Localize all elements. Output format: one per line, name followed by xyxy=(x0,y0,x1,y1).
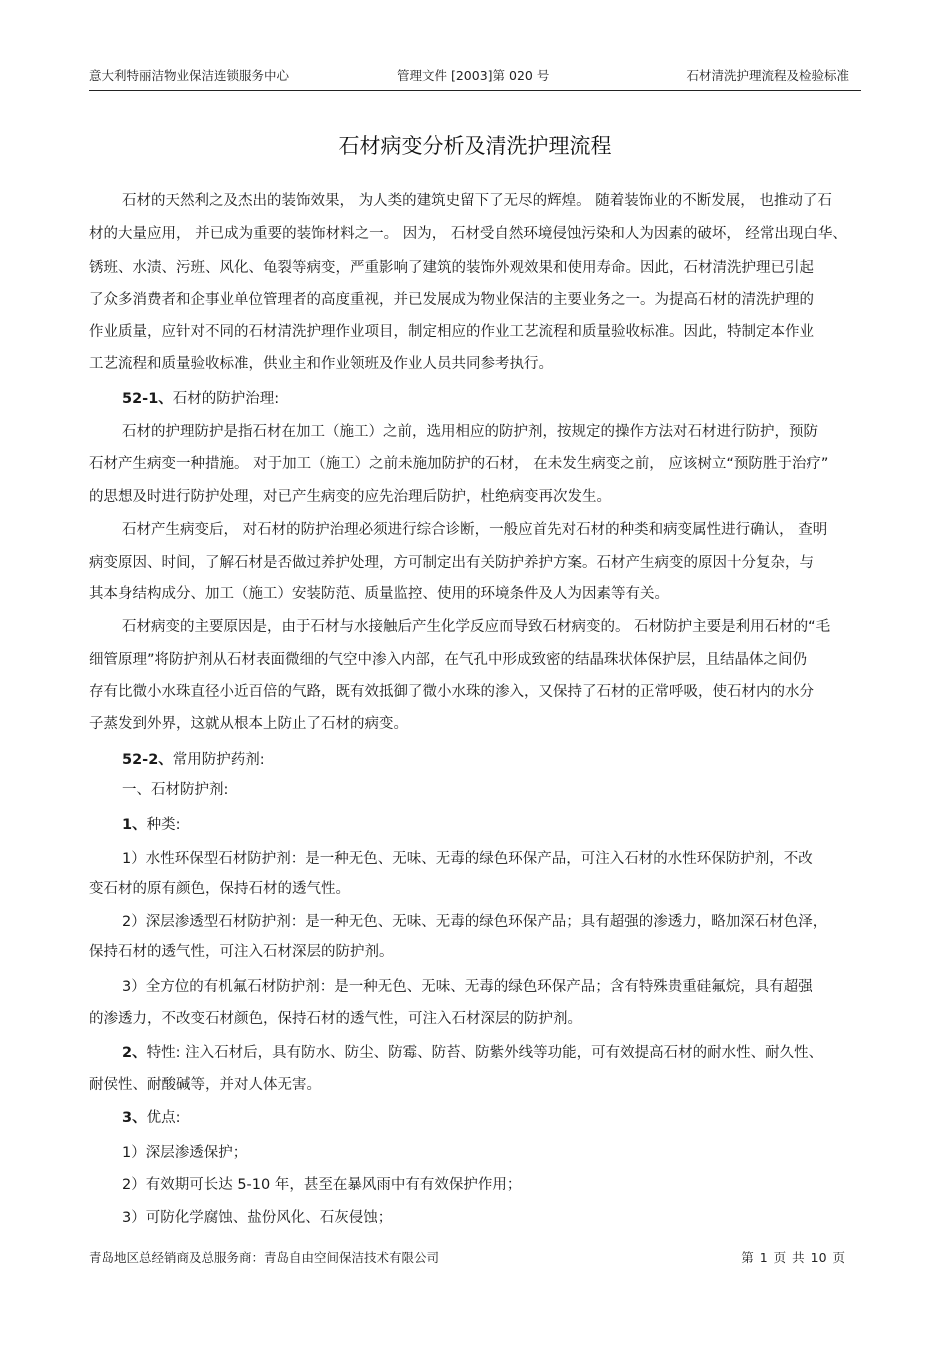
text-line xyxy=(89,551,814,572)
line-text: 细管原理”将防护剂从石材表面微细的气空中渗入内部，在气孔中形成致密的结晶珠状体保护层，且结晶体之间仍 xyxy=(89,652,808,668)
text-line xyxy=(89,940,394,961)
line-text: 了众多消费者和企事业单位管理者的高度重视，并已发展成为物业保洁的主要业务之一。为提高石材的清洗护理的 xyxy=(89,292,814,308)
line-text: 锈班、水渍、污班、风化、龟裂等病变，严重影响了建筑的装饰外观效果和使用寿命。因此，石材清洗护理已引起 xyxy=(89,260,814,276)
line-text: 一、石材防护剂: xyxy=(122,782,229,798)
text-line xyxy=(122,387,279,408)
header-document-title: 石材清洗护理流程及检验标准 xyxy=(686,68,849,83)
line-text: 作业质量，应针对不同的石材清洗护理作业项目，制定相应的作业工艺流程和质量验收标准。因此，特制定本作业 xyxy=(89,324,814,340)
line-text: 特性: 注入石材后，具有防水、防尘、防霉、防苔、防紫外线等功能，可有效提高石材的耐水性、耐久性、 xyxy=(146,1045,824,1061)
line-text: 常用防护药剂: xyxy=(172,752,265,768)
text-line xyxy=(89,222,847,243)
text-line xyxy=(89,352,553,373)
line-text: 的渗透力，不改变石材颜色，保持石材的透气性，可注入石材深层的防护剂。 xyxy=(89,1011,582,1027)
section-number: 1、 xyxy=(122,817,147,833)
section-number: 52-2、 xyxy=(122,752,173,768)
line-text: 病变原因、时间，了解石材是否做过养护处理，方可制定出有关防护养护方案。石材产生病变的原因十分复杂，与 xyxy=(89,555,814,571)
line-text: 子蒸发到外界，这就从根本上防止了石材的病变。 xyxy=(89,716,408,732)
text-line xyxy=(89,320,814,341)
text-line xyxy=(122,975,813,996)
section-number: 3、 xyxy=(122,1110,147,1126)
line-text: 材的大量应用， 并已成为重要的装饰材料之一。 因为， 石材受自然环境侵蚀污染和人为因素的破坏， 经常出现白华、 xyxy=(89,226,847,242)
text-line xyxy=(122,1173,521,1194)
line-text: 变石材的原有颜色，保持石材的透气性。 xyxy=(89,881,350,897)
page-title: 石材病变分析及清洗护理流程 xyxy=(338,134,612,158)
text-line xyxy=(89,1073,321,1094)
text-line xyxy=(122,1206,392,1227)
line-text: 3）可防化学腐蚀、盐份风化、石灰侵蚀； xyxy=(122,1210,393,1226)
text-line xyxy=(89,1007,582,1028)
line-text: 1）水性环保型石材防护剂：是一种无色、无味、无毒的绿色环保产品，可注入石材的水性环保防护剂，不改 xyxy=(122,851,813,867)
section-number: 52-1、 xyxy=(122,391,173,407)
text-line xyxy=(89,877,350,898)
text-line xyxy=(89,288,814,309)
text-line xyxy=(122,518,827,539)
text-line xyxy=(89,712,408,733)
line-text: 石材的防护治理: xyxy=(172,391,280,407)
text-line xyxy=(122,847,813,868)
text-line xyxy=(122,910,827,931)
header-organization: 意大利特丽洁物业保洁连锁服务中心 xyxy=(89,68,290,83)
page-header xyxy=(89,66,861,88)
text-line xyxy=(89,582,669,603)
text-line xyxy=(122,813,180,834)
text-line xyxy=(89,485,611,506)
line-text: 其本身结构成分、加工（施工）安装防范、质量监控、使用的环境条件及人为因素等有关。 xyxy=(89,586,669,602)
line-text: 工艺流程和质量验收标准，供业主和作业领班及作业人员共同参考执行。 xyxy=(89,356,553,372)
text-line xyxy=(89,452,828,473)
line-text: 石材的天然利之及杰出的装饰效果， 为人类的建筑史留下了无尽的辉煌。 随着装饰业的不断发展， 也推动了石 xyxy=(122,193,832,209)
line-text: 2）深层渗透型石材防护剂：是一种无色、无味、无毒的绿色环保产品；具有超强的渗透力，略加深石材色泽， xyxy=(122,914,828,930)
header-divider xyxy=(89,90,861,91)
text-line xyxy=(122,1141,247,1162)
line-text: 石材病变的主要原因是，由于石材与水接触后产生化学反应而导致石材病变的。 石材防护主要是利用石材的“毛 xyxy=(122,619,831,635)
text-line xyxy=(122,420,818,441)
text-line xyxy=(122,189,832,210)
line-text: 优点: xyxy=(146,1110,181,1126)
line-text: 3）全方位的有机氟石材防护剂：是一种无色、无味、无毒的绿色环保产品；含有特殊贵重硅氟烷，具有超强 xyxy=(122,979,813,995)
text-line xyxy=(89,680,814,701)
text-line xyxy=(122,748,265,769)
text-line xyxy=(89,256,814,277)
text-line xyxy=(122,1106,180,1127)
line-text: 2）有效期可长达 5-10 年，甚至在暴风雨中有有效保护作用； xyxy=(122,1177,522,1193)
text-line xyxy=(89,648,807,669)
line-text: 石材产生病变一种措施。 对于加工（施工）之前未施加防护的石材， 在未发生病变之前， 应该树立“预防胜于治疗” xyxy=(89,456,829,472)
footer-distributor: 青岛地区总经销商及总服务商：青岛自由空间保洁技术有限公司 xyxy=(89,1250,440,1265)
line-text: 存有比微小水珠直径小近百倍的气路，既有效抵御了微小水珠的渗入，又保持了石材的正常呼吸，使石材内的水分 xyxy=(89,684,814,700)
line-text: 石材产生病变后， 对石材的防护治理必须进行综合诊断，一般应首先对石材的种类和病变属性进行确认， 查明 xyxy=(122,522,828,538)
line-text: 耐侯性、耐酸碱等，并对人体无害。 xyxy=(89,1077,321,1093)
page-footer xyxy=(89,1248,861,1268)
line-text: 1）深层渗透保护； xyxy=(122,1145,248,1161)
line-text: 种类: xyxy=(146,817,181,833)
line-text: 石材的护理防护是指石材在加工（施工）之前，选用相应的防护剂，按规定的操作方法对石材进行防护，预防 xyxy=(122,424,818,440)
header-document-number: 管理文件 [2003]第 020 号 xyxy=(397,68,550,83)
line-text: 的思想及时进行防护处理，对已产生病变的应先治理后防护，杜绝病变再次发生。 xyxy=(89,489,611,505)
page-number: 第 1 页 共 10 页 xyxy=(741,1250,845,1265)
line-text: 保持石材的透气性，可注入石材深层的防护剂。 xyxy=(89,944,394,960)
text-line xyxy=(122,778,228,799)
text-line xyxy=(122,1041,823,1062)
section-number: 2、 xyxy=(122,1045,147,1061)
text-line xyxy=(122,615,830,636)
